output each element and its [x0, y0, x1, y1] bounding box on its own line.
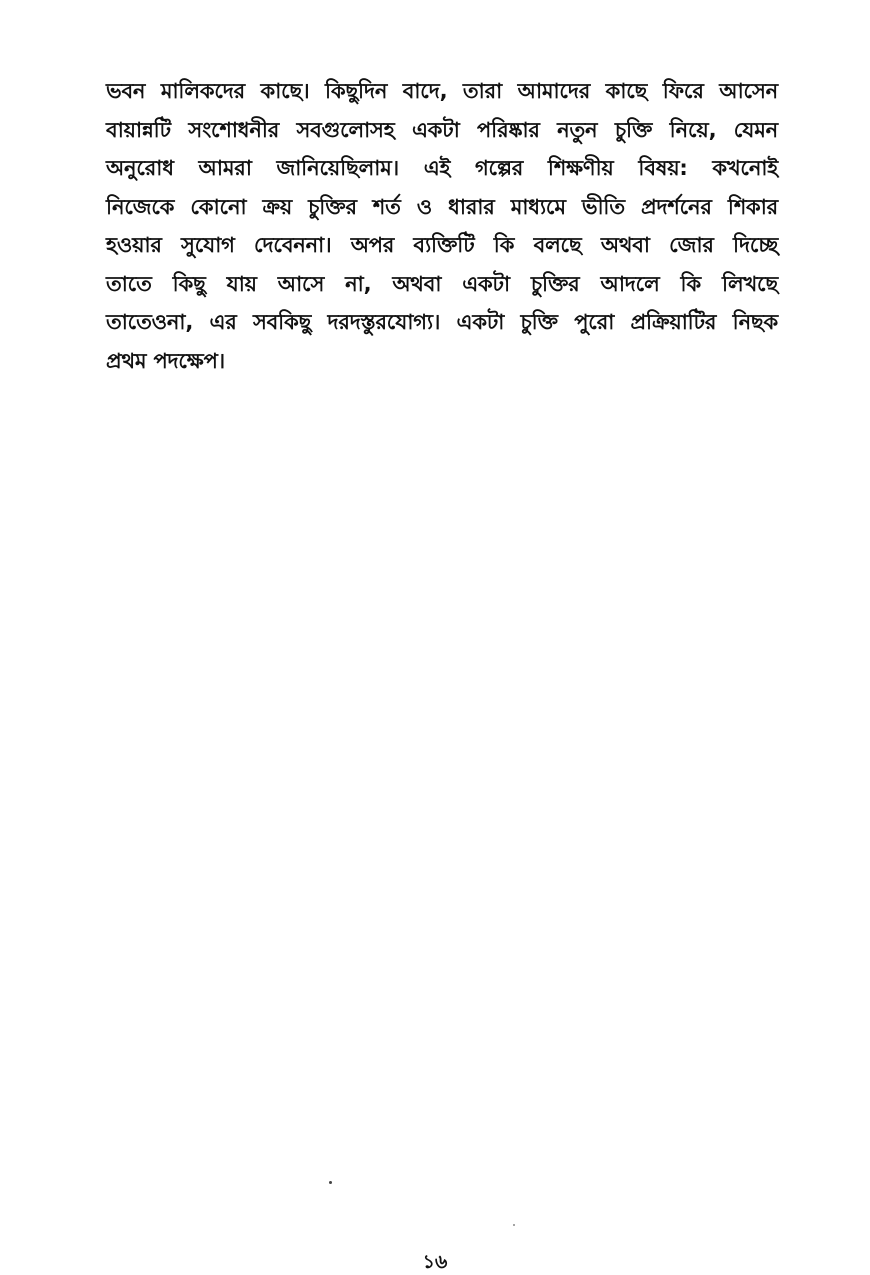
paragraph-line: ভবন মালিকদের কাছে। কিছুদিন বাদে, তারা আমাদের কাছে ফিরে আসেন — [106, 79, 778, 103]
paragraph-line: প্রথম পদক্ষেপ। — [106, 348, 225, 373]
paragraph-line: হওয়ার সুযোগ দেবেননা। অপর ব্যক্তিটি কি বলছে অথবা জোর দিচ্ছে — [106, 233, 778, 257]
scan-speck — [329, 1181, 332, 1184]
paragraph-line: বায়ান্নটি সংশোধনীর সবগুলোসহ একটা পরিষ্কার নতুন চুক্তি নিয়ে, যেমন — [106, 117, 778, 142]
paragraph-line: তাতে কিছু যায় আসে না, অথবা একটা চুক্তির আদলে কি লিখছে — [106, 271, 778, 296]
paragraph-line: তাতেওনা, এর সবকিছু দরদস্তুরযোগ্য। একটা চুক্তি পুরো প্রক্রিয়াটির নিছক — [106, 310, 778, 334]
paragraph-line: অনুরোধ আমরা জানিয়েছিলাম। এই গল্পের শিক্ষণীয় বিষয়: কখনোই — [106, 156, 778, 180]
body-paragraph — [106, 72, 778, 380]
scan-speck — [513, 1224, 515, 1226]
page-number: ১৬ — [422, 1251, 448, 1273]
paragraph-line: নিজেকে কোনো ক্রয় চুক্তির শর্ত ও ধারার মাধ্যমে ভীতি প্রদর্শনের শিকার — [106, 194, 778, 219]
